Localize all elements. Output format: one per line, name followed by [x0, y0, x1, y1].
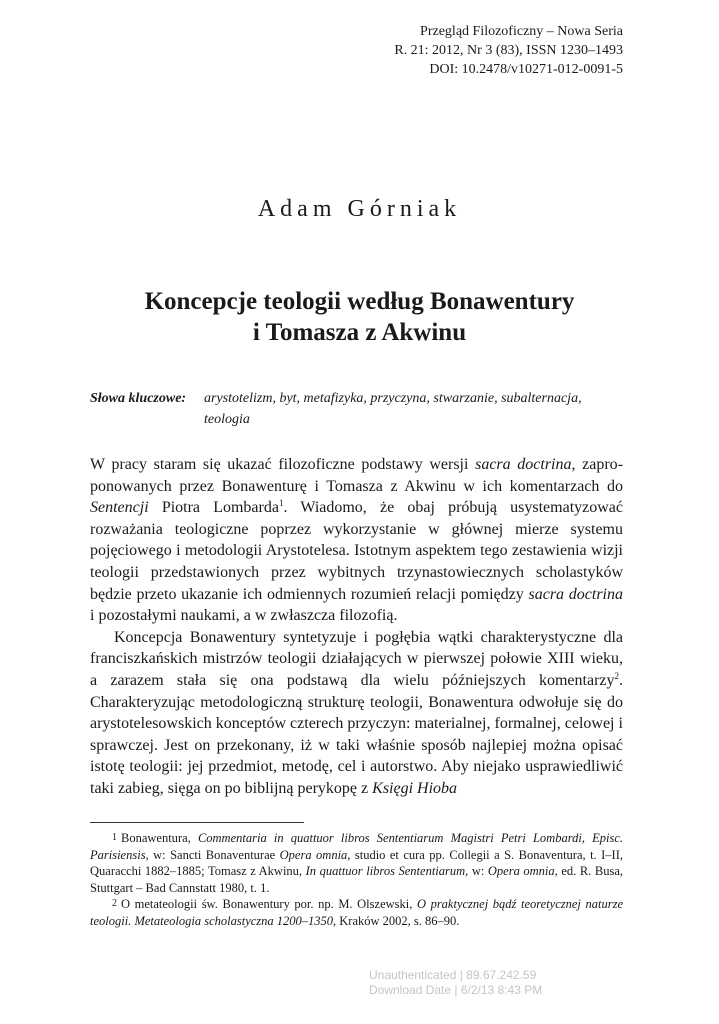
fn2-work-title: O praktycznej bądź teoretycznej naturze teologii. Metateologia scholastyczna 1200–1350 — [90, 897, 623, 928]
journal-name: Przegląd Filozoficzny – Nowa Seria — [420, 24, 623, 39]
fn1-text-a: Bonawentura, — [121, 831, 198, 845]
footnote-1 — [90, 830, 623, 896]
footnote-1-number: 1 — [112, 832, 117, 843]
footnote-2 — [90, 896, 623, 929]
p1-text-a: W pracy staram się ukazać filozoficzne podstawy wersji — [90, 456, 476, 473]
fn1-text-e: , studio et cura pp. Collegii a S. Bonaventura, t. I–II, Quaracchi 1882–1885; Tomasz z Akwinu, — [90, 847, 623, 878]
fn1-work-commentaria: Commentaria in quattuor libros Sententiarum Magistri Petri Lombardi, Episc. Parisiensis — [90, 831, 623, 862]
footnote-ref-1[interactable]: 1 — [278, 498, 284, 509]
fn1-work-opera-omnia-2: Opera omnia — [487, 864, 555, 878]
p1-term-sacra-doctrina-2: sacra doctrina — [528, 585, 623, 603]
keywords-text: arystotelizm, byt, metafizyka, przyczyna, stwarzanie, subalternacja, teologia — [204, 391, 582, 427]
p1-text-c: , zaproponowanych przez Bonawenturę i Tomasza z Akwinu w ich komentarzach do — [90, 456, 624, 495]
fn1-text-c: , w: Sancti Bonaventurae — [145, 847, 280, 862]
p1-text-f: . Wiadomo, że obaj próbują usystematyzować rozważania teologiczne poprzez wykorzystanie w głównej mierze systemu pojęciowego i metodologii Arystotelesa. Istotnym aspektem tego zestawienia wizji teologii przedstawionych przez wybitnych trzynastowiecznych scholastyków będzie przeto ukazanie ich odmiennych rozumień relacji pomiędzy — [90, 499, 624, 603]
journal-doi: DOI: 10.2478/v10271-012-0091-5 — [429, 62, 623, 77]
p2-text-b: . Charakteryzując metodologiczną strukturę teologii, Bonawentura odwołuje się do arystotelesowskich konceptów czterech przyczyn: materialnej, formalnej, celowej i sprawczej. Jest on przekonany, iż w taki właśnie sposób najlepiej można opisać istotę teologii: jej przedmiot, metodę, cel i autorstwo. Aby niejako usprawiedliwić taki zabieg, sięga on po biblijną perykopę z — [90, 671, 623, 797]
author-name: Adam Górniak — [257, 196, 462, 222]
p1-text-e: Piotra Lombarda — [148, 499, 279, 517]
fn1-work-opera-omnia: Opera omnia — [279, 847, 348, 862]
article-title — [0, 286, 719, 348]
download-watermark — [369, 968, 542, 998]
p1-term-sacra-doctrina: sacra doctrina — [475, 456, 572, 473]
watermark-date: Download Date | 6/2/13 8:43 PM — [369, 983, 543, 997]
title-line-1: Koncepcje teologii według Bonawentury — [144, 288, 575, 315]
p2-text-a: Koncepcja Bonawentury syntetyzuje i pogłębia wątki charakterystyczne dla franciszkańskich mistrzów teologii działających w pierwszej połowie XIII wieku, a zarazem stała się ona podstawą dla wielu późniejszych komentarzy — [90, 628, 623, 689]
footnote-2-number: 2 — [112, 898, 117, 909]
footnote-divider — [90, 822, 304, 823]
fn1-text-g: , w: — [465, 864, 488, 878]
article-body — [90, 454, 623, 800]
footnote-ref-2[interactable]: 2 — [614, 670, 619, 681]
p1-term-sentencji: Sentencji — [90, 499, 149, 517]
journal-issue: R. 21: 2012, Nr 3 (83), ISSN 1230–1493 — [394, 43, 623, 58]
fn1-text-i: , ed. R. Busa, Stuttgart – Bad Cannstatt 1980, t. 1. — [90, 864, 623, 895]
fn2-text-a: O metateologii św. Bonawentury por. np. M. Olszewski, — [121, 897, 417, 911]
keywords-label: Słowa kluczowe: — [90, 391, 187, 406]
watermark-auth: Unauthenticated | 89.67.242.59 — [369, 968, 537, 982]
p1-text-h: i pozostałymi naukami, a w zwłaszcza filozofią. — [90, 607, 398, 625]
fn2-text-c: , Kraków 2002, s. 86–90. — [333, 913, 460, 928]
p2-term-ksiegi-hioba: Księgi Hioba — [372, 779, 458, 797]
paragraph-1 — [90, 454, 623, 627]
paragraph-2 — [90, 627, 623, 800]
title-line-2: i Tomasza z Akwinu — [252, 319, 467, 346]
fn1-work-in-quattuor: In quattuor libros Sententiarum — [305, 864, 466, 878]
journal-header — [394, 22, 623, 79]
keywords — [90, 388, 623, 430]
footnotes — [90, 830, 623, 929]
